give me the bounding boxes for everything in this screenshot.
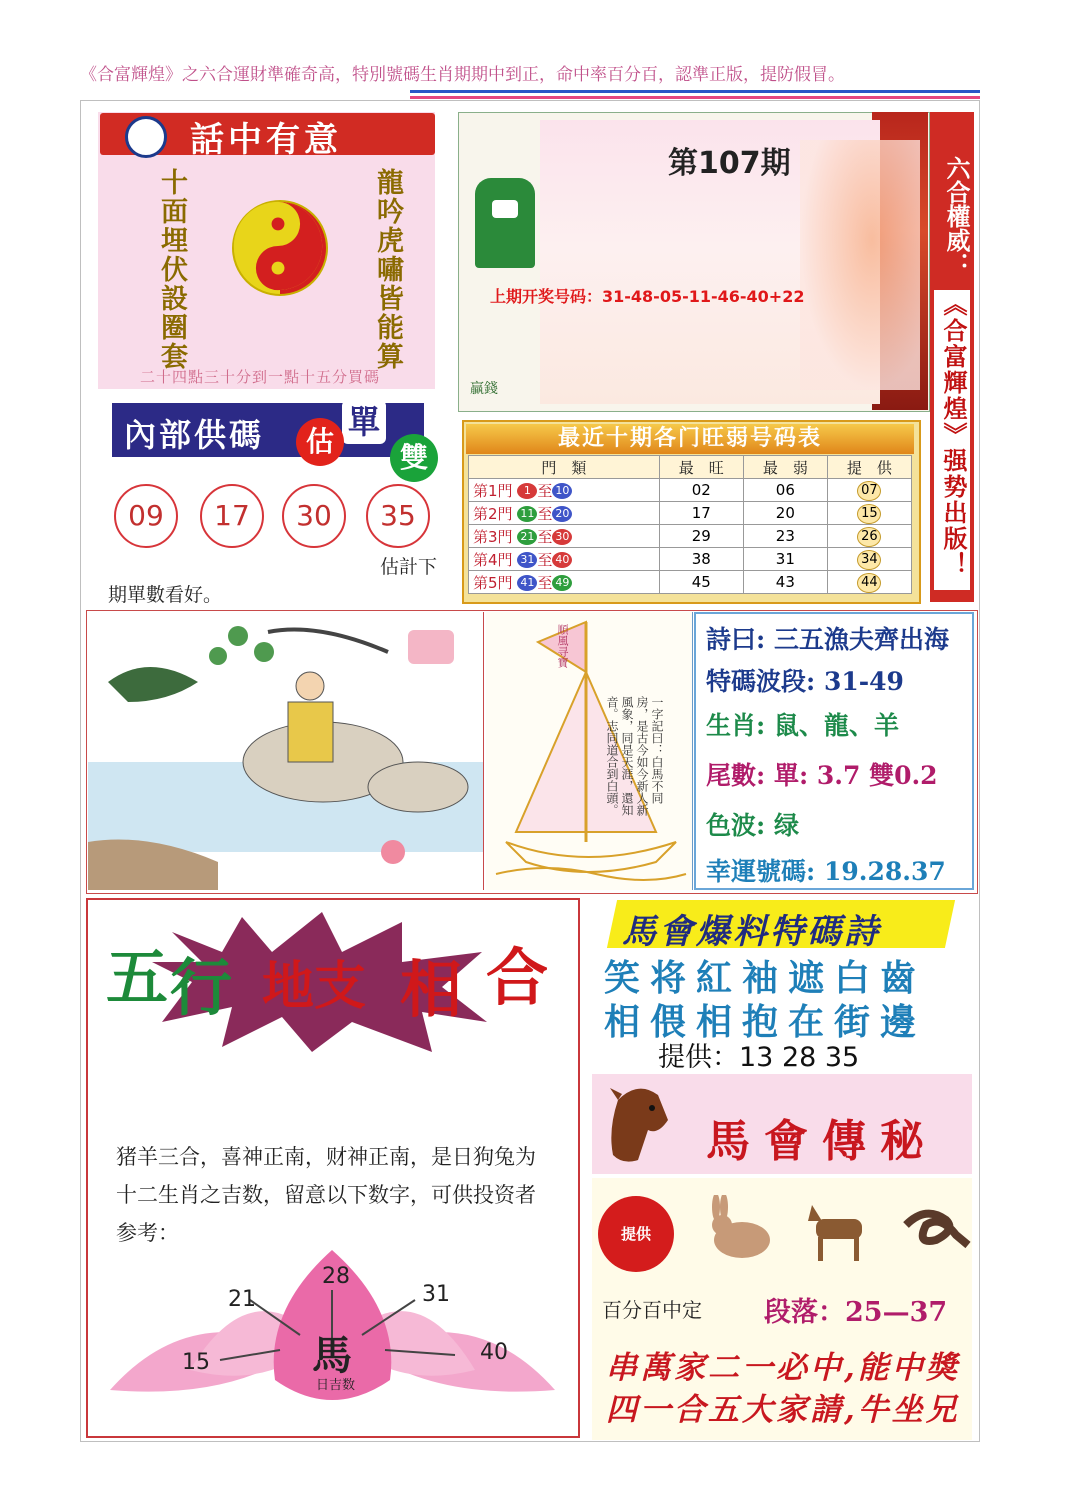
horse-icon [598,1080,678,1170]
min-cell: 23 [743,525,827,548]
provide-cell: 34 [827,548,911,571]
ma-hui-title: 馬會爆料特碼詩 [622,912,881,952]
lotus-number: 28 [322,1264,350,1289]
green-character-icon [475,178,535,268]
lotus-number: 21 [228,1287,256,1312]
goat-icon [800,1195,876,1265]
ma-hui-poem-line-2: 相偎相抱在街邊 [604,1001,927,1043]
right-banner-top-text: 六合權威： [942,156,970,276]
poem-line-3: 生肖: 鼠、龍、羊 [706,711,899,740]
rabbit-icon [702,1195,778,1265]
wuxing-char-4: 相 [400,953,463,1026]
max-cell: 29 [659,525,743,548]
code-number: 35 [366,484,430,548]
wuxing-char-3: 地支 [262,956,367,1017]
poem-line-4: 尾數: 單: 3.7 雙0.2 [706,761,938,790]
poem-line-5: 色波: 绿 [706,811,799,840]
gate-table-title: 最近十期各门旺弱号码表 [466,424,914,454]
inner-codes-title: 內部供碼 [124,416,265,454]
provide-cell: 44 [827,571,911,594]
lotus-center: 馬 [312,1333,352,1379]
gate-cell: 第5門 41 至 49 [469,571,660,594]
riddle-line-1: 串萬家二一必中,能中獎 [606,1350,960,1386]
brand-logo-icon [125,116,167,158]
max-cell: 17 [659,502,743,525]
header-min: 最 弱 [743,456,827,479]
hua-zhong-bottom-text: 二十四點三十分到一點十五分買碼 [140,368,381,386]
max-cell: 45 [659,571,743,594]
header-blue-rule [410,90,980,93]
issue-number: 第107期 [668,146,791,181]
min-cell: 31 [743,548,827,571]
riddle-line-2: 四一合五大家請,牛坐兄 [606,1392,960,1428]
gate-cell: 第2門 11 至 20 [469,502,660,525]
lotus-number: 40 [480,1340,508,1365]
gate-cell: 第1門 1 至 10 [469,479,660,502]
table-row [469,548,912,571]
header-provide: 提 供 [827,456,911,479]
right-banner-text: 《合富輝煌》强势出版！ [939,292,967,578]
table-header-row [469,456,912,479]
gate-cell: 第4門 31 至 40 [469,548,660,571]
hua-zhong-left-text: 十面埋伏設圈套 [156,168,187,371]
win-text: 贏錢 [470,381,498,397]
hua-zhong-right-text: 龍吟虎嘯皆能算 [372,168,403,371]
header-slogan: 《合富輝煌》之六合運財準確奇高，特別號碼生肖期期中到正，命中率百分百，認準正版，提防假冒。 [80,65,845,85]
last-draw-numbers: 上期开奖号码：31-48-05-11-46-40+22 [490,287,805,306]
gate-cell: 第3門 21 至 30 [469,525,660,548]
header-gate: 門 類 [469,456,660,479]
ma-hui-poem-line-1: 笑将紅袖遮白齒 [604,957,927,999]
wuxing-char-2: 行 [170,951,233,1024]
dan-badge: 單 [342,400,386,444]
snake-icon [896,1195,972,1265]
secret-title: 馬會傳秘 [706,1116,938,1167]
estimate-note-2: 期單數看好。 [108,584,223,606]
lotus-number: 31 [422,1282,450,1307]
poem-line-1: 詩曰: 三五漁夫齊出海 [706,625,949,654]
hundred-percent-text: 百分百中定 [602,1298,702,1322]
table-row [469,571,912,594]
poem-line-2: 特碼波段: 31-49 [706,667,904,696]
table-row [469,502,912,525]
header-pink-rule [410,96,980,99]
ma-hui-provide: 提供：13 28 35 [658,1042,860,1073]
code-number: 17 [200,484,264,548]
estimate-note: 估計下 [380,556,438,578]
provide-cell: 07 [827,479,911,502]
code-number: 30 [282,484,346,548]
min-cell: 06 [743,479,827,502]
min-cell: 43 [743,571,827,594]
sail-poem-text: 一字記曰：白馬不同房，是古今如今新人新風象，同是天涯，還知音。志同道合到白頭。 [605,696,664,816]
header-max: 最 旺 [659,456,743,479]
table-row [469,479,912,502]
shuang-badge: 雙 [390,434,438,482]
gu-badge: 估 [296,418,344,466]
provide-seal: 提供 [598,1196,674,1272]
provide-cell: 26 [827,525,911,548]
max-cell: 38 [659,548,743,571]
lotus-number: 15 [182,1350,210,1375]
wuxing-char-5: 合 [486,941,549,1014]
code-number: 09 [114,484,178,548]
wuxing-description: 猪羊三合，喜神正南，财神正南，是日狗兔为十二生肖之吉数，留意以下数字，可供投资者参考： [116,1145,536,1245]
lotus-sub: 日吉数 [316,1378,356,1393]
gate-table [468,455,912,594]
segment-text: 段落：25—37 [764,1297,948,1328]
provide-cell: 15 [827,502,911,525]
min-cell: 20 [743,502,827,525]
fisherman-illustration [88,612,484,890]
table-row [469,525,912,548]
wuxing-char-1: 五 [106,941,169,1014]
yinyang-icon [232,200,328,296]
blurred-overlay-2 [800,140,920,390]
sail-flag-text: 順風寻寶 [556,624,569,668]
hua-zhong-title: 話中有意 [190,120,342,160]
max-cell: 02 [659,479,743,502]
green-character-hole [492,200,518,218]
poem-line-6: 幸運號碼: 19.28.37 [706,857,946,886]
